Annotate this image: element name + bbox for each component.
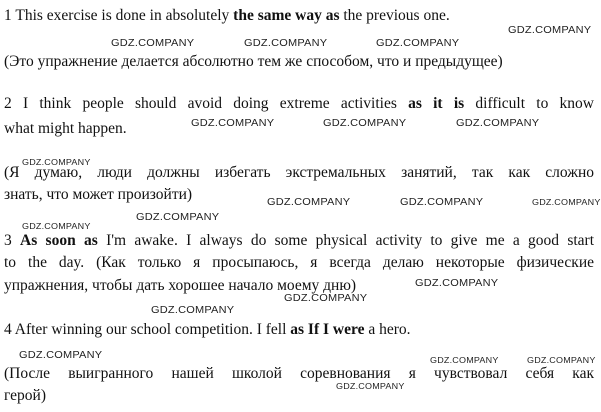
- watermark-logo: GDZ.COMPANY: [527, 355, 596, 365]
- item-2-russian-line-1: (Я думаю, люди должны избегать экстремальных занятий, так как сложно: [4, 164, 594, 181]
- item-2-key-phrase: as it is: [408, 95, 465, 112]
- watermark-logo: GDZ.COMPANY: [111, 37, 195, 49]
- item-3-line-2: to the day. (Как только я просыпаюсь, я всегда делаю некоторые физические: [4, 254, 594, 271]
- item-4-key-phrase: as If I were: [290, 321, 365, 338]
- watermark-logo: GDZ.COMPANY: [376, 37, 460, 49]
- watermark-logo: GDZ.COMPANY: [136, 211, 220, 223]
- item-2-russian-line-2: знать, что может произойти): [4, 186, 193, 203]
- watermark-logo: GDZ.COMPANY: [323, 117, 407, 129]
- watermark-logo: GDZ.COMPANY: [267, 196, 351, 208]
- watermark-logo: GDZ.COMPANY: [19, 349, 103, 361]
- watermark-logo: GDZ.COMPANY: [22, 157, 91, 167]
- item-3-line-1: 3 As soon as I'm awake. I always do some physical activity to give me a good start: [4, 232, 595, 249]
- item-4-russian-line-1: (После выигранного нашей школой соревнования я чувствовал себя как: [4, 365, 594, 382]
- watermark-logo: GDZ.COMPANY: [191, 117, 275, 129]
- watermark-logo: GDZ.COMPANY: [456, 117, 540, 129]
- watermark-logo: GDZ.COMPANY: [151, 304, 235, 316]
- item-4-english: 4 After winning our school competition. I fell as If I were a hero.: [4, 321, 411, 338]
- watermark-logo: GDZ.COMPANY: [430, 355, 499, 365]
- watermark-logo: GDZ.COMPANY: [400, 196, 484, 208]
- watermark-logo: GDZ.COMPANY: [284, 292, 368, 304]
- item-1-russian: (Это упражнение делается абсолютно тем же способом, что и предыдущее): [4, 53, 503, 70]
- item-1-key-phrase: the same way as: [233, 7, 340, 24]
- watermark-logo: GDZ.COMPANY: [22, 221, 91, 231]
- watermark-logo: GDZ.COMPANY: [532, 197, 601, 207]
- item-4-russian-line-2: герой): [4, 387, 46, 404]
- watermark-logo: GDZ.COMPANY: [244, 37, 328, 49]
- item-1-english: 1 This exercise is done in absolutely the same way as the previous one.: [4, 7, 450, 24]
- item-3-key-phrase: As soon as: [20, 232, 98, 249]
- watermark-logo: GDZ.COMPANY: [415, 277, 499, 289]
- item-3-russian: упражнения, чтобы дать хорошее начало моему дню): [4, 277, 357, 294]
- item-2-english-line-1: 2 I think people should avoid doing extreme activities as it is difficult to know: [4, 95, 594, 112]
- item-2-english-line-2: what might happen.: [4, 120, 127, 137]
- watermark-logo: GDZ.COMPANY: [508, 24, 592, 36]
- watermark-logo: GDZ.COMPANY: [336, 381, 405, 391]
